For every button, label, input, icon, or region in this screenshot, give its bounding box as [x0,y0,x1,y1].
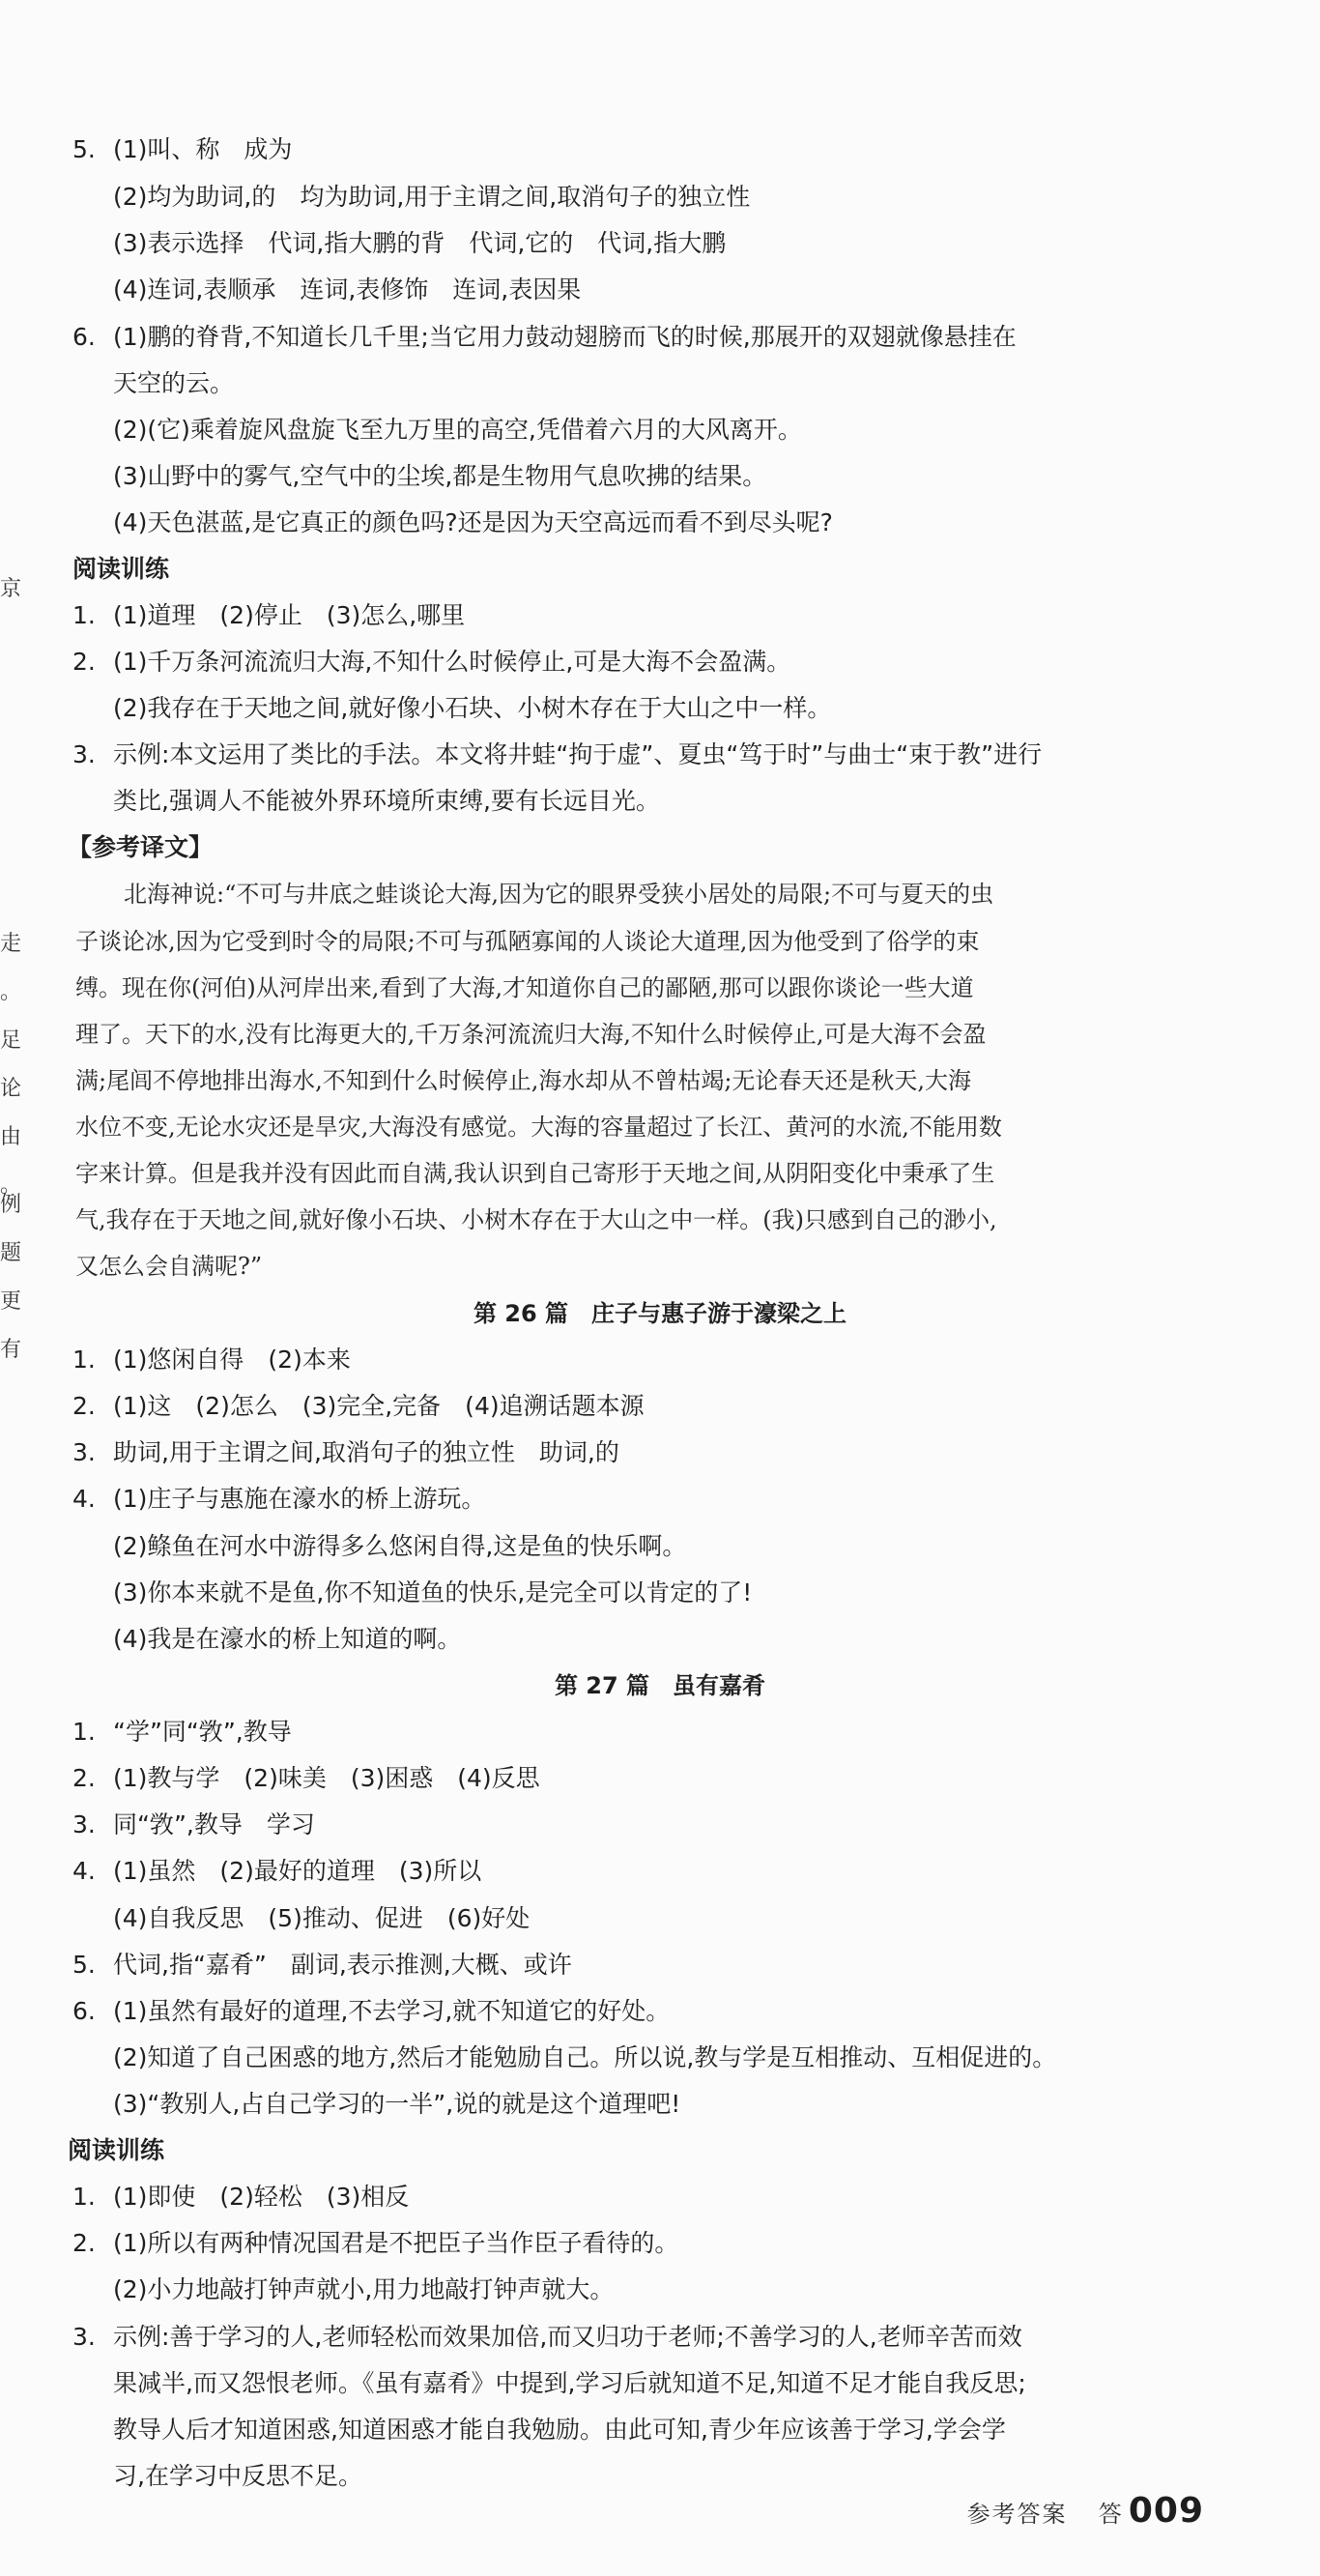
question-number: 2. [72,1392,96,1420]
question-number: 2. [72,648,96,676]
margin-char: 论 [0,1077,22,1101]
page-footer [967,2491,1204,2531]
margin-char: 更 [0,1289,22,1314]
answer-text: (3)你本来就不是鱼,你不知道鱼的快乐,是完全可以肯定的了! [113,1578,753,1606]
margin-char: 题 [0,1241,22,1265]
margin-char: 有 [0,1338,22,1362]
answer-text: 示例:本文运用了类比的手法。本文将井蛙“拘于虚”、夏虫“笃于时”与曲士“束于教”进行 [113,740,1043,768]
question-number: 1. [72,1346,96,1374]
answer-text: (1)这 (2)怎么 (3)完全,完备 (4)追溯话题本源 [113,1392,645,1420]
margin-char: 走 [0,932,22,956]
answer-text: 习,在学习中反思不足。 [113,2462,362,2490]
answer-text: “学”同“敩”,教导 [113,1718,292,1746]
footer-label: 参考答案 [966,2501,1068,2528]
question-number: 4. [72,1857,96,1885]
answer-text: (2)知道了自己困惑的地方,然后才能勉励自己。所以说,教与学是互相推动、互相促进的。 [113,2043,1057,2071]
answer-text: (3)“教别人,占自己学习的一半”,说的就是这个道理吧! [113,2090,681,2118]
answer-text: (1)虽然有最好的道理,不去学习,就不知道它的好处。 [113,1997,671,2025]
answer-text: (2)我存在于天地之间,就好像小石块、小树木存在于大山之中一样。 [113,694,832,722]
section-heading: 阅读训练 [72,555,170,583]
answer-text: 示例:善于学习的人,老师轻松而效果加倍,而又归功于老师;不善学习的人,老师辛苦而效 [113,2323,1022,2351]
answer-text: (2)小力地敲打钟声就小,用力地敲打钟声就大。 [113,2275,615,2303]
question-number: 5. [72,135,96,163]
translation-line: 气,我存在于天地之间,就好像小石块、小树木存在于大山之中一样。(我)只感到自己的渺小, [75,1206,997,1233]
translation-line: 又怎么会自满呢?” [75,1253,263,1280]
question-number: 6. [72,323,96,351]
question-number: 1. [72,601,96,629]
answer-text: (1)即使 (2)轻松 (3)相反 [113,2183,410,2211]
margin-char: 足 [0,1028,22,1053]
translation-line: 子谈论冰,因为它受到时令的局限;不可与孤陋寡闻的人谈论大道理,因为他受到了俗学的束 [75,928,980,955]
margin-char: 。 [0,980,22,1004]
question-number: 3. [72,2323,96,2351]
translation-line: 字来计算。但是我并没有因此而自满,我认识到自己寄形于天地之间,从阴阳变化中秉承了生 [75,1160,995,1187]
answer-text: 教导人后才知道困惑,知道困惑才能自我勉励。由此可知,青少年应该善于学习,学会学 [113,2416,1006,2444]
question-number: 1. [72,2183,96,2211]
margin-char: 京 [0,577,22,601]
question-number: 2. [72,2229,96,2257]
answer-text: (4)自我反思 (5)推动、促进 (6)好处 [113,1904,531,1932]
question-number: 1. [72,1718,96,1746]
question-number: 4. [72,1485,96,1513]
answer-text: (1)虽然 (2)最好的道理 (3)所以 [113,1857,482,1885]
translation-line: 水位不变,无论水灾还是旱灾,大海没有感觉。大海的容量超过了长江、黄河的水流,不能用数 [75,1114,1002,1141]
answer-text: 天空的云。 [113,369,235,397]
margin-char: 例 [0,1193,22,1217]
question-number: 3. [72,1810,96,1838]
section-title: 第 27 篇 虽有嘉肴 [554,1672,766,1699]
answer-text: 同“敩”,教导 学习 [113,1810,315,1838]
answer-text: 果减半,而又怨恨老师。《虽有嘉肴》中提到,学习后就知道不足,知道不足才能自我反思; [113,2369,1026,2397]
translation-line: 缚。现在你(河伯)从河岸出来,看到了大海,才知道你自己的鄙陋,那可以跟你谈论一些大道 [75,974,974,1001]
answer-text: (3)表示选择 代词,指大鹏的背 代词,它的 代词,指大鹏 [113,229,727,257]
answer-text: (1)所以有两种情况国君是不把臣子当作臣子看待的。 [113,2229,679,2257]
footer-side: 答 [1098,2501,1124,2528]
translation-line: 满;尾闾不停地排出海水,不知到什么时候停止,海水却从不曾枯竭;无论春天还是秋天,大海 [75,1067,972,1094]
answer-text: (2)均为助词,的 均为助词,用于主谓之间,取消句子的独立性 [113,183,751,211]
answer-text: (2)(它)乘着旋风盘旋飞至九万里的高空,凭借着六月的大风离开。 [113,416,802,444]
answer-text: 类比,强调人不能被外界环境所束缚,要有长远目光。 [113,787,660,815]
page-number: 009 [1128,2491,1204,2531]
question-number: 6. [72,1997,96,2025]
answer-text: 代词,指“嘉肴” 副词,表示推测,大概、或许 [113,1951,572,1979]
answer-text: (1)叫、称 成为 [113,135,293,163]
margin-char: 由 [0,1125,22,1149]
answer-text: (1)鹏的脊背,不知道长几千里;当它用力鼓动翅膀而飞的时候,那展开的双翅就像悬挂在 [113,323,1017,351]
question-number: 5. [72,1951,96,1979]
answer-text: (4)连词,表顺承 连词,表修饰 连词,表因果 [113,275,582,304]
translation-line: 理了。天下的水,没有比海更大的,千万条河流流归大海,不知什么时候停止,可是大海不会盈 [75,1021,987,1048]
answer-text: (2)鲦鱼在河水中游得多么悠闲自得,这是鱼的快乐啊。 [113,1532,687,1560]
section-title: 第 26 篇 庄子与惠子游于濠梁之上 [473,1300,847,1327]
answer-text: (4)天色湛蓝,是它真正的颜色吗?还是因为天空高远而看不到尽头呢? [113,508,833,536]
translation-line: 北海神说:“不可与井底之蛙谈论大海,因为它的眼界受狭小居处的局限;不可与夏天的虫 [124,881,994,908]
question-number: 3. [72,740,96,768]
section-heading: 阅读训练 [68,2136,165,2164]
answer-text: (4)我是在濠水的桥上知道的啊。 [113,1625,462,1653]
question-number: 2. [72,1764,96,1792]
answer-text: (1)悠闲自得 (2)本来 [113,1346,351,1374]
answer-text: (1)千万条河流流归大海,不知什么时候停止,可是大海不会盈满。 [113,648,791,676]
answer-text: (1)道理 (2)停止 (3)怎么,哪里 [113,601,466,629]
question-number: 3. [72,1438,96,1466]
translation-heading: 【参考译文】 [68,833,214,861]
answer-text: 助词,用于主谓之间,取消句子的独立性 助词,的 [113,1438,619,1466]
answer-text: (3)山野中的雾气,空气中的尘埃,都是生物用气息吹拂的结果。 [113,462,767,490]
answer-text: (1)庄子与惠施在濠水的桥上游玩。 [113,1485,486,1513]
margin-char: 。 [0,1173,22,1198]
answer-text: (1)教与学 (2)味美 (3)困惑 (4)反思 [113,1764,540,1792]
